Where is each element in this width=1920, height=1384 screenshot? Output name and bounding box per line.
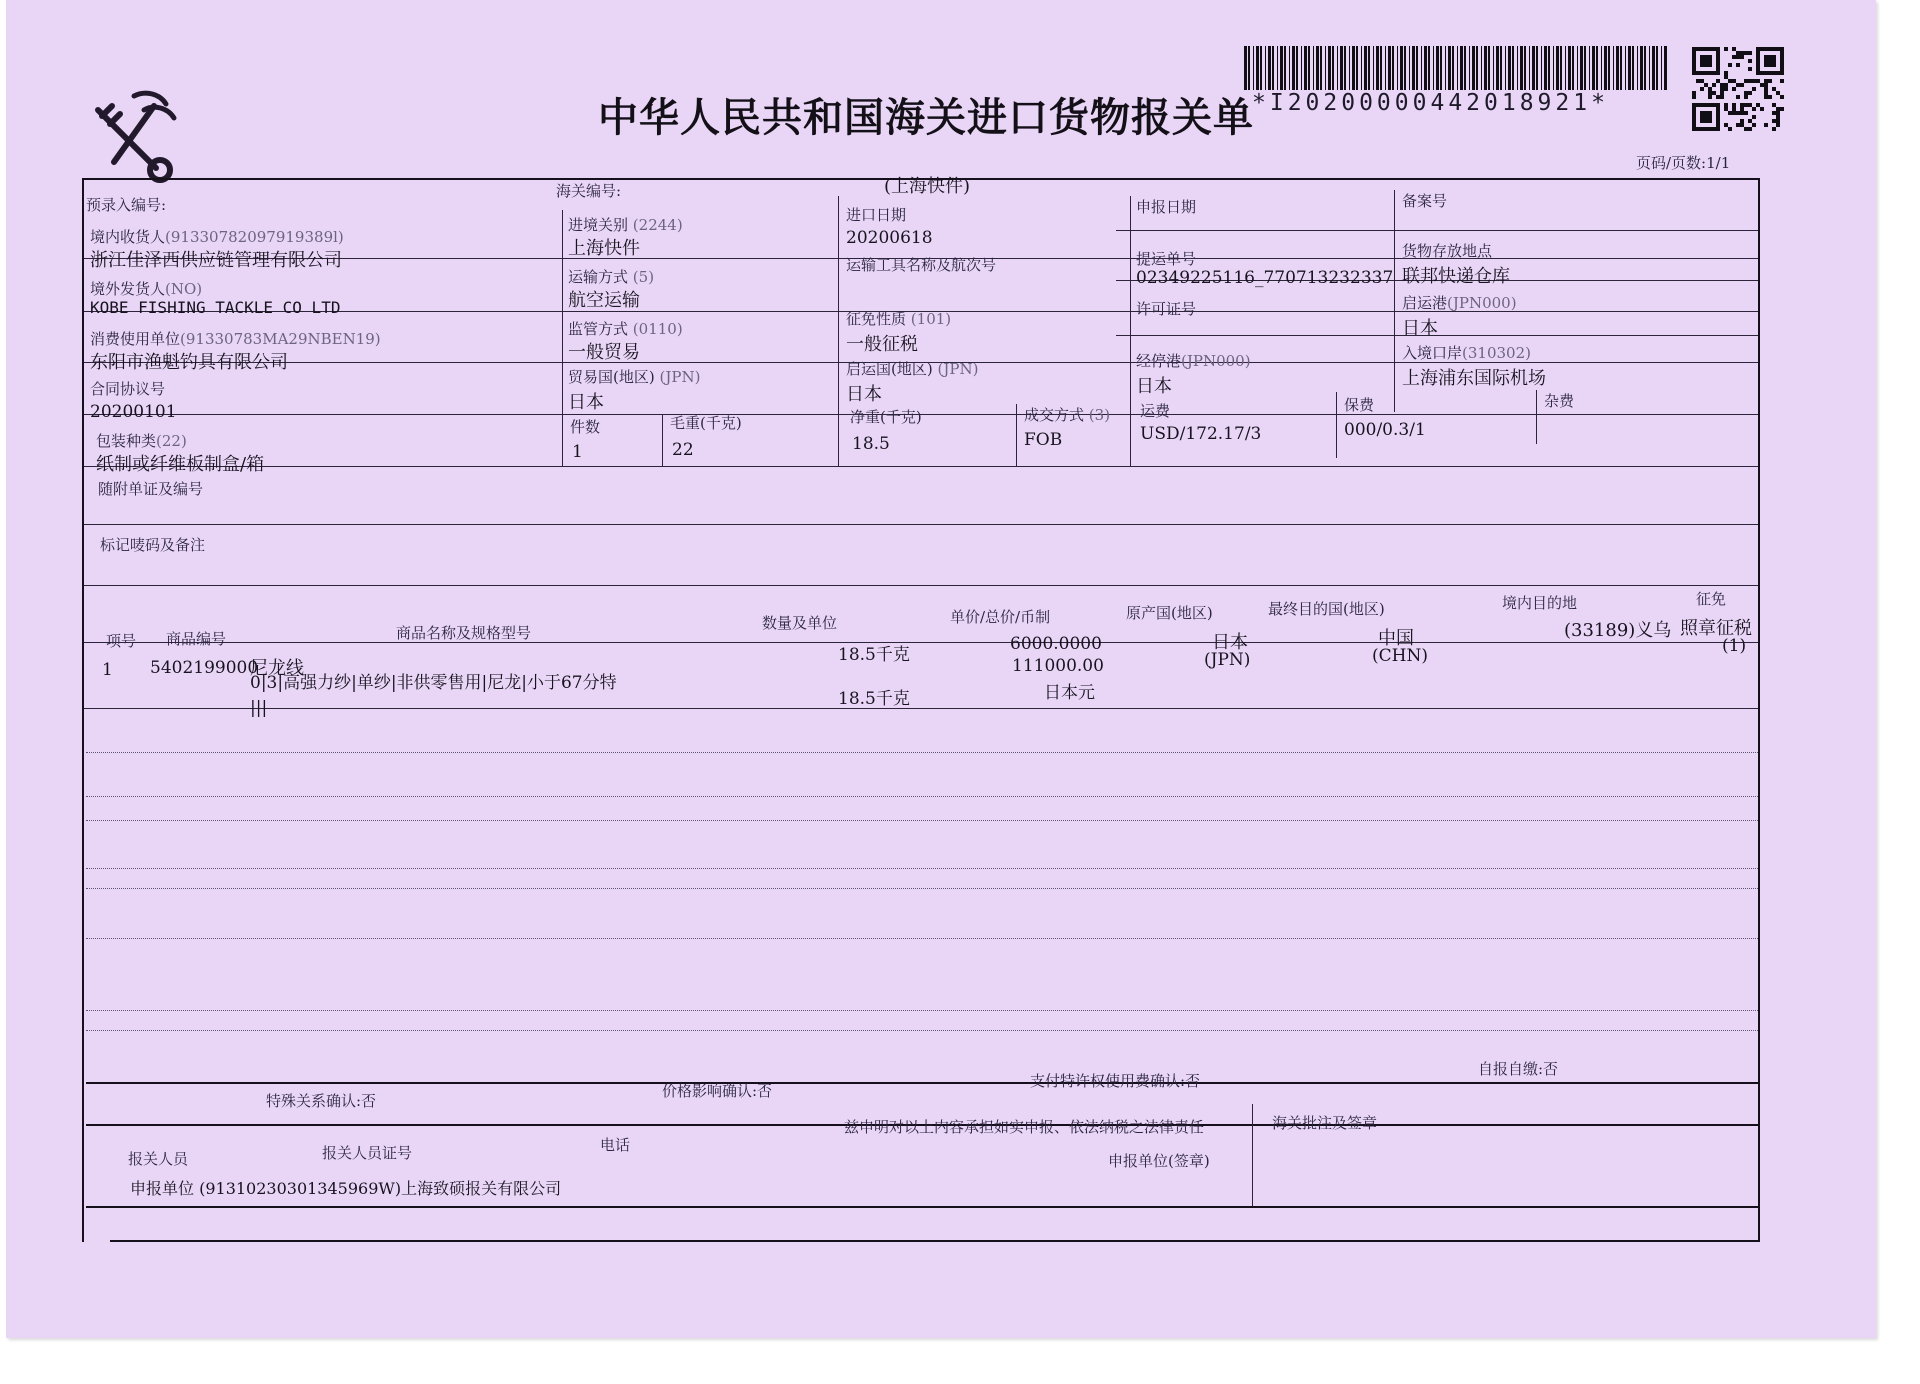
supervision-code: (0110) <box>632 320 683 338</box>
insurance-value: 000/0.3/1 <box>1344 420 1426 440</box>
gross-weight-value: 22 <box>672 440 694 460</box>
col-code: 商品编号 <box>166 630 227 648</box>
special-relation-confirm: 特殊关系确认:否 <box>266 1092 377 1110</box>
shipper-code: (NO) <box>165 280 203 298</box>
import-date-label: 进口日期 <box>846 206 907 224</box>
package-value: 纸制或纤维板制盒/箱 <box>96 454 265 475</box>
transport-label: 运输方式 <box>568 268 629 286</box>
depart-port-label: 启运港 <box>1402 294 1448 312</box>
item-no: 1 <box>102 660 113 680</box>
item-spec: 0|3|高强力纱|单纱|非供零售用|尼龙|小于67分特 <box>250 673 617 693</box>
gross-weight-label: 毛重(千克) <box>670 414 742 432</box>
price-influence-confirm: 价格影响确认:否 <box>662 1082 773 1100</box>
declarant-label: 报关人员 <box>128 1150 189 1168</box>
self-pay-confirm: 自报自缴:否 <box>1478 1060 1559 1078</box>
entry-customs-code: (2244) <box>632 216 683 234</box>
marks-label: 标记唛码及备注 <box>100 536 206 554</box>
item-levy-code: (1) <box>1722 636 1747 656</box>
item-total-price: 111000.00 <box>1012 656 1104 676</box>
phone-label: 电话 <box>600 1136 631 1154</box>
storage-value: 联邦快递仓库 <box>1402 266 1510 287</box>
item-origin-code: (JPN) <box>1204 650 1251 670</box>
origin-country-value: 日本 <box>846 384 882 405</box>
deal-label: 成交方式 <box>1024 406 1085 424</box>
entry-port-value: 上海浦东国际机场 <box>1402 368 1546 389</box>
freight-label: 运费 <box>1140 402 1171 420</box>
net-weight-value: 18.5 <box>852 434 890 454</box>
customs-no-value: (上海快件) <box>884 176 971 197</box>
col-name: 商品名称及规格型号 <box>396 624 532 642</box>
pieces-value: 1 <box>572 442 583 462</box>
misc-label: 杂费 <box>1544 392 1575 410</box>
origin-country-code: (JPN) <box>937 360 979 378</box>
filing-no-label: 备案号 <box>1402 192 1448 210</box>
import-date-value: 20200618 <box>846 228 933 248</box>
consignee-code: (91330782097919389l) <box>165 228 344 246</box>
item-origin: 日本 <box>1212 632 1248 653</box>
trade-country-code: (JPN) <box>659 368 701 386</box>
item-qty-legal: 18.5千克 <box>838 645 910 665</box>
insurance-label: 保费 <box>1344 396 1375 414</box>
trade-country-label: 贸易国(地区) <box>568 368 655 386</box>
consignee-value: 浙江佳泽西供应链管理有限公司 <box>90 250 342 271</box>
user-value: 东阳市渔魁钓具有限公司 <box>90 352 288 373</box>
freight-value: USD/172.17/3 <box>1140 424 1262 444</box>
col-qty: 数量及单位 <box>762 614 838 632</box>
col-levy: 征免 <box>1696 590 1727 608</box>
transport-value: 航空运输 <box>568 290 640 311</box>
royalty-confirm: 支付特许权使用费确认:否 <box>1030 1072 1201 1090</box>
contract-label: 合同协议号 <box>90 380 166 398</box>
origin-country-label: 启运国(地区) <box>846 360 933 378</box>
item-unit-price: 6000.0000 <box>1010 634 1102 654</box>
bill-label: 提运单号 <box>1136 250 1197 268</box>
deal-value: FOB <box>1024 430 1063 450</box>
attached-docs-label: 随附单证及编号 <box>98 480 204 498</box>
contract-value: 20200101 <box>90 402 177 422</box>
customs-emblem-icon <box>84 88 184 184</box>
depart-port-code: (JPN000) <box>1447 294 1517 312</box>
declare-unit: 申报单位 (91310230301345969W)上海致硕报关有限公司 <box>130 1179 562 1198</box>
prerecord-no-label: 预录入编号: <box>86 196 167 214</box>
vehicle-label: 运输工具名称及航次号 <box>846 256 997 274</box>
item-levy: 照章征税 <box>1680 618 1752 639</box>
transport-code: (5) <box>632 268 655 286</box>
legal-statement: 兹申明对以上内容承担如实申报、依法纳税之法律责任 <box>844 1118 1205 1136</box>
stop-port-code: (JPN000) <box>1181 352 1251 370</box>
barcode-graphic <box>1244 46 1672 96</box>
user-label: 消费使用单位 <box>90 330 181 348</box>
package-code: (22) <box>156 432 187 450</box>
shipper-value: KOBE FISHING TACKLE CO LTD <box>90 298 341 317</box>
item-spec-extra: ||| <box>250 698 268 718</box>
package-label: 包装种类 <box>96 432 157 450</box>
stop-port-value: 日本 <box>1136 376 1172 397</box>
declare-date-label: 申报日期 <box>1136 198 1197 216</box>
levy-value: 一般征税 <box>846 334 918 355</box>
document-title: 中华人民共和国海关进口货物报关单 <box>598 95 1254 141</box>
entry-port-label: 入境口岸 <box>1402 344 1463 362</box>
customs-declaration-form <box>6 0 1876 1338</box>
declare-unit-seal-label: 申报单位(签章) <box>1108 1152 1210 1170</box>
col-domestic: 境内目的地 <box>1502 594 1578 612</box>
barcode-text: *I20200000442018921* <box>1252 90 1609 116</box>
deal-code: (3) <box>1088 406 1111 424</box>
pieces-label: 件数 <box>570 418 601 436</box>
customs-note-label: 海关批注及签章 <box>1272 1114 1378 1132</box>
user-code: (91330783MA29NBEN19) <box>180 330 381 348</box>
storage-label: 货物存放地点 <box>1402 242 1493 260</box>
item-currency: 日本元 <box>1044 683 1095 703</box>
col-dest: 最终目的国(地区) <box>1268 600 1385 618</box>
item-dest-code: (CHN) <box>1372 646 1428 666</box>
qr-code-icon <box>1692 46 1784 132</box>
customs-no-label: 海关编号: <box>556 182 622 200</box>
item-name: 尼龙线 <box>250 658 304 679</box>
levy-code: (101) <box>910 310 952 328</box>
trade-country-value: 日本 <box>568 392 604 413</box>
item-domestic: (33189)义乌 <box>1564 620 1672 641</box>
col-price: 单价/总价/币制 <box>950 608 1051 626</box>
net-weight-label: 净重(千克) <box>850 408 922 426</box>
entry-port-code: (310302) <box>1462 344 1531 362</box>
col-origin: 原产国(地区) <box>1126 604 1213 622</box>
declarant-cert-label: 报关人员证号 <box>322 1144 413 1162</box>
license-label: 许可证号 <box>1136 300 1197 318</box>
depart-port-value: 日本 <box>1402 318 1438 339</box>
col-item-no: 项号 <box>106 632 137 650</box>
item-qty-declared: 18.5千克 <box>838 689 910 709</box>
consignee-label: 境内收货人 <box>90 228 166 246</box>
stop-port-label: 经停港 <box>1136 352 1182 370</box>
page-number: 页码/页数:1/1 <box>1636 154 1731 172</box>
supervision-value: 一般贸易 <box>568 342 640 363</box>
levy-label: 征免性质 <box>846 310 907 328</box>
supervision-label: 监管方式 <box>568 320 629 338</box>
entry-customs-label: 进境关别 <box>568 216 629 234</box>
item-dest: 中国 <box>1378 628 1414 649</box>
shipper-label: 境外发货人 <box>90 280 166 298</box>
bill-value: 02349225116_770713232337 <box>1136 268 1394 288</box>
item-code: 5402199000 <box>150 658 259 678</box>
entry-customs-value: 上海快件 <box>568 238 640 259</box>
